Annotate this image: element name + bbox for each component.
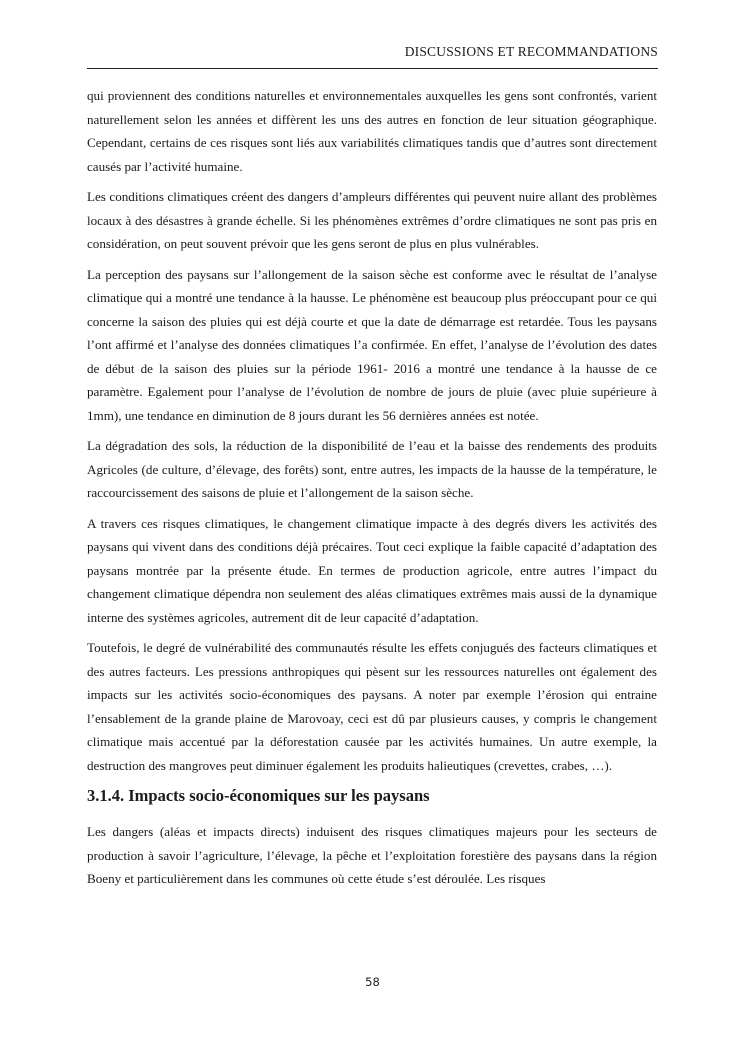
- document-body: [87, 84, 657, 898]
- running-header: [87, 44, 658, 69]
- paragraph-4: La dégradation des sols, la réduction de la disponibilité de l’eau et la baisse des rendements des produits Agricoles (de culture, d’élevage, des forêts) sont, entre autres, les impacts de la hausse de la température, le raccourcissement des saisons de pluie et l’allongement de la saison sèche.: [87, 438, 657, 500]
- section-paragraph: Les dangers (aléas et impacts directs) induisent des risques climatiques majeurs pour les secteurs de production à savoir l’agriculture, l’élevage, la pêche et l’exploitation forestière des paysans dans la région Boeny et particulièrement dans les communes où cette étude s’est déroulée. Les risques: [87, 824, 657, 886]
- page-number: 58: [365, 975, 380, 989]
- running-header-title: DISCUSSIONS ET RECOMMANDATIONS: [404, 44, 658, 59]
- paragraph-2: Les conditions climatiques créent des dangers d’ampleurs différentes qui peuvent nuire allant des problèmes locaux à des désastres à grande échelle. Si les phénomènes extrêmes d’ordre climatiques ne sont pas pris en considération, on peut souvent prévoir que les gens seront de plus en plus vulnérables.: [87, 189, 657, 251]
- paragraph-6: Toutefois, le degré de vulnérabilité des communautés résulte les effets conjugués des facteurs climatiques et des autres facteurs. Les pressions anthropiques qui pèsent sur les ressources naturelles ont également des impacts sur les activités socio-économiques des paysans. A noter par exemple l’érosion qui entraine l’ensablement de la grande plaine de Marovoay, ceci est dû par plusieurs causes, y compris le changement climatique mais accentué par la déforestation causée par les activités humaines. Un autre exemple, la destruction des mangroves peut diminuer également les produits halieutiques (crevettes, crabes, …).: [87, 640, 657, 773]
- paragraph-1: qui proviennent des conditions naturelles et environnementales auxquelles les gens sont confrontés, varient naturellement selon les années et diffèrent les uns des autres en fonction de leur situation géographique. Cependant, certains de ces risques sont liés aux variabilités climatiques tandis que d’autres sont directement causés par l’activité humaine.: [87, 88, 657, 174]
- paragraph-5: A travers ces risques climatiques, le changement climatique impacte à des degrés divers les activités des paysans qui vivent dans des conditions déjà précaires. Tout ceci explique la faible capacité d’adaptation des paysans montrée par la présente étude. En termes de production agricole, entre autres l’impact du changement climatique dépendra non seulement des aléas climatiques extrêmes mais aussi de la dynamique interne des systèmes agricoles, autrement dit de leur capacité d’adaptation.: [87, 515, 657, 625]
- section-heading: 3.1.4. Impacts socio-économiques sur les paysans: [87, 786, 430, 805]
- paragraph-3: La perception des paysans sur l’allongement de la saison sèche est conforme avec le résultat de l’analyse climatique qui a montré une tendance à la hausse. Le phénomène est beaucoup plus préoccupant pour ce qui concerne la saison des pluies qui est déjà courte et que la date de démarrage est retardée. Tous les paysans l’ont affirmé et l’analyse des données climatiques l’a confirmée. En effet, l’analyse de l’évolution des dates de début de la saison des pluies sur la période 1961- 2016 a montré une tendance à la hausse de ce paramètre. Egalement pour l’analyse de l’évolution de nombre de jours de pluie (avec pluie supérieure à 1mm), une tendance en diminution de 8 jours durant les 56 dernières années est notée.: [87, 266, 657, 423]
